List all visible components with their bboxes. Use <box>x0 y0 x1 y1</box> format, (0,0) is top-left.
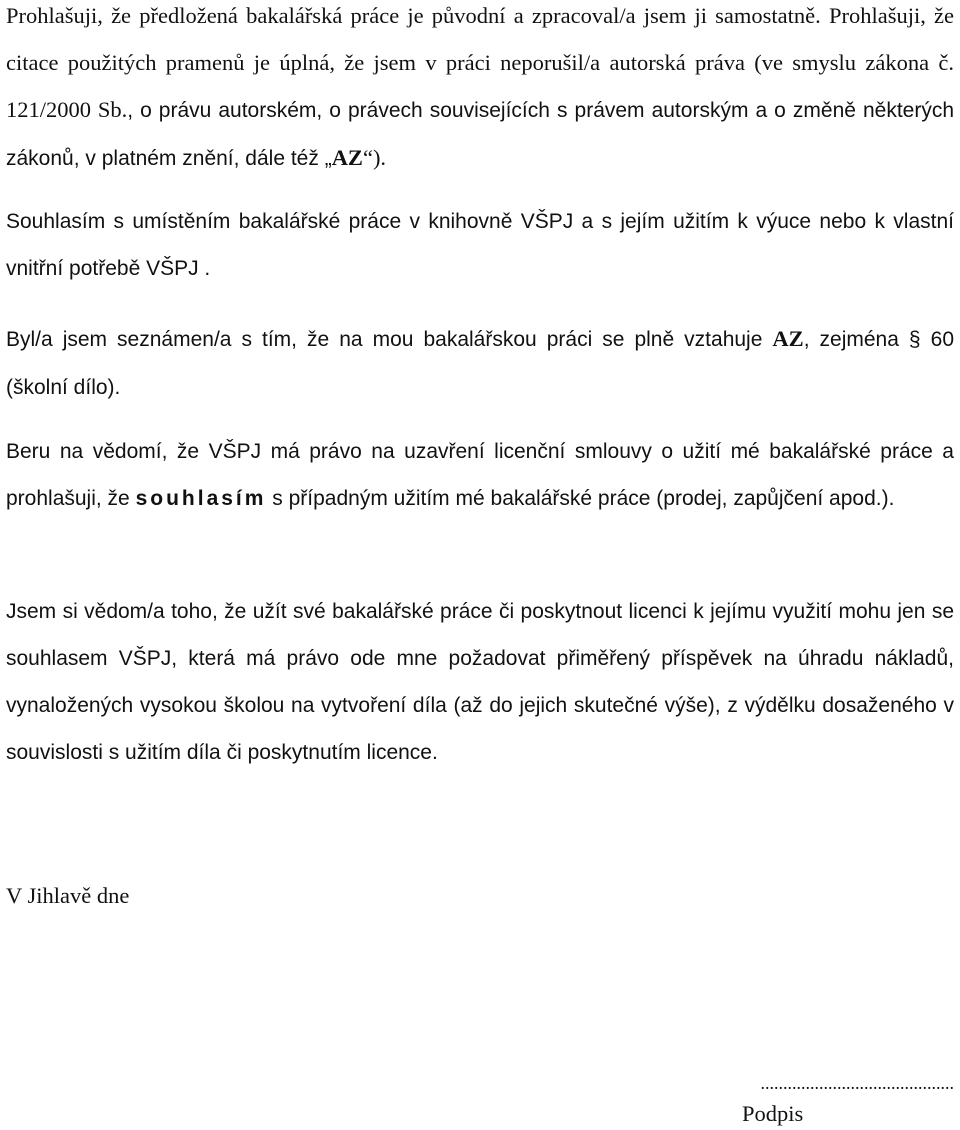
p3-text-b: , zejména § 60 (školní dílo). <box>6 328 954 399</box>
declaration-paragraph-az-acknowledgement <box>6 315 954 411</box>
p1-text-c: “). <box>362 145 387 170</box>
p1-text-a: Prohlašuji, že předložená bakalářská práce je původní a zpracoval/a jsem ji samostatně. Prohlašuji, že citace použitých pramenů je úplná, že jsem v práci neporušil/a autorská práva (ve smyslu zákona č. 121/2000 Sb. <box>6 3 954 122</box>
p4-consent-emphasis: souhlasím <box>135 487 267 510</box>
p4-text-a: Beru na vědomí, že VŠPJ má právo na uzavření licenční smlouvy o užití mé bakalářské práce a prohlašuji, že <box>6 440 954 510</box>
declaration-paragraph-license-agreement <box>6 428 954 522</box>
p1-text-b: , o právu autorském, o právech souvisejících s právem autorským a o změně některých zákonů, v platném znění, dále též „ <box>6 99 955 170</box>
p2-text: Souhlasím s umístěním bakalářské práce v knihovně VŠPJ a s jejím užitím k výuce nebo k vlastní vnitřní potřebě VŠPJ . <box>6 210 954 280</box>
signature-line: ........................................... <box>760 1073 954 1093</box>
p3-az-abbrev: AZ <box>772 326 804 351</box>
signature-label: Podpis <box>742 1101 804 1126</box>
declaration-paragraph-usage-restriction <box>6 588 954 776</box>
p1-az-abbrev: AZ <box>331 145 363 170</box>
p5-text: Jsem si vědom/a toho, že užít své bakalářské práce či poskytnout licenci k jejímu využití mohu jen se souhlasem VŠPJ, která má právo ode mne požadovat přiměřený příspěvek na úhradu nákladů, vynaložených vysokou školou na vytvoření díla (až do jejich skutečné výše), z výdělku dosaženého v souvislosti s užitím díla či poskytnutím licence. <box>6 600 954 764</box>
declaration-paragraph-library-consent <box>6 198 954 292</box>
p3-text-a: Byl/a jsem seznámen/a s tím, že na mou bakalářskou práci se plně vztahuje <box>6 328 773 351</box>
place-date-line: V Jihlavě dne <box>6 883 130 908</box>
declaration-paragraph-originality <box>6 0 954 182</box>
p4-text-b: s případným užitím mé bakalářské práce (prodej, zapůjčení apod.). <box>266 487 895 510</box>
